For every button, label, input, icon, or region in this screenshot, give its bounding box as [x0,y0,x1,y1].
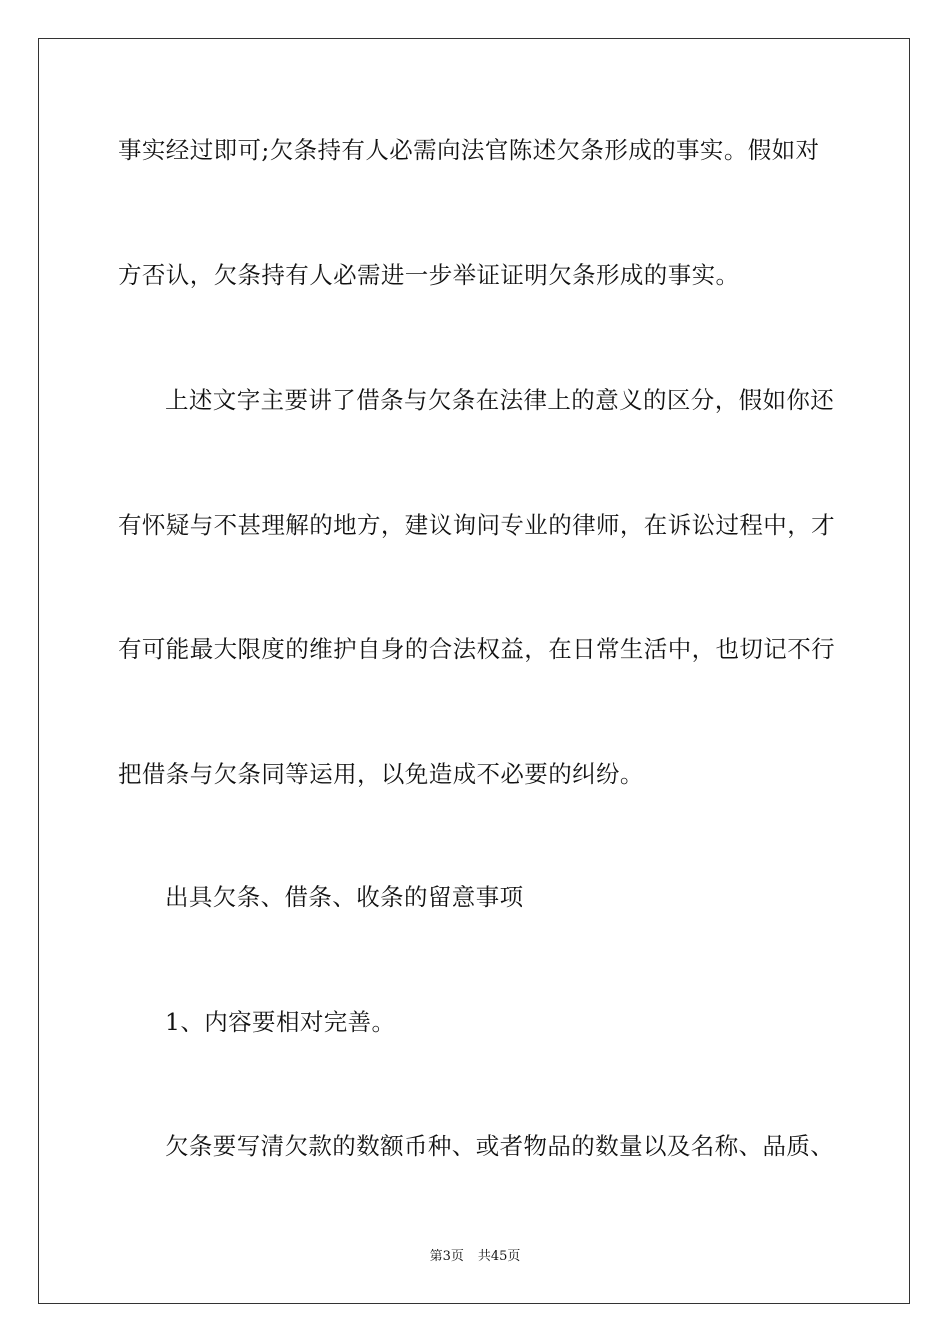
page-number: 第3页 [429,1249,464,1264]
paragraph-line-1: 事实经过即可;欠条持有人必需向法官陈述欠条形成的事实。假如对 [118,136,820,164]
paragraph-line-3: 上述文字主要讲了借条与欠条在法律上的意义的区分，假如你还 [165,386,835,414]
numbered-item-1: 1、内容要相对完善。 [165,1008,396,1036]
paragraph-line-4: 有怀疑与不甚理解的地方，建议询问专业的律师，在诉讼过程中，才 [118,511,835,539]
paragraph-line-5: 有可能最大限度的维护自身的合法权益，在日常生活中，也切记不行 [118,635,835,663]
paragraph-line-9: 欠条要写清欠款的数额币种、或者物品的数量以及名称、品质、 [165,1132,835,1160]
page-total: 共45页 [477,1249,521,1264]
paragraph-line-6: 把借条与欠条同等运用，以免造成不必要的纠纷。 [118,760,644,788]
section-heading: 出具欠条、借条、收条的留意事项 [165,883,524,911]
page-border [38,38,910,1304]
page-footer [0,1250,950,1263]
paragraph-line-2: 方否认，欠条持有人必需进一步举证证明欠条形成的事实。 [118,261,740,289]
